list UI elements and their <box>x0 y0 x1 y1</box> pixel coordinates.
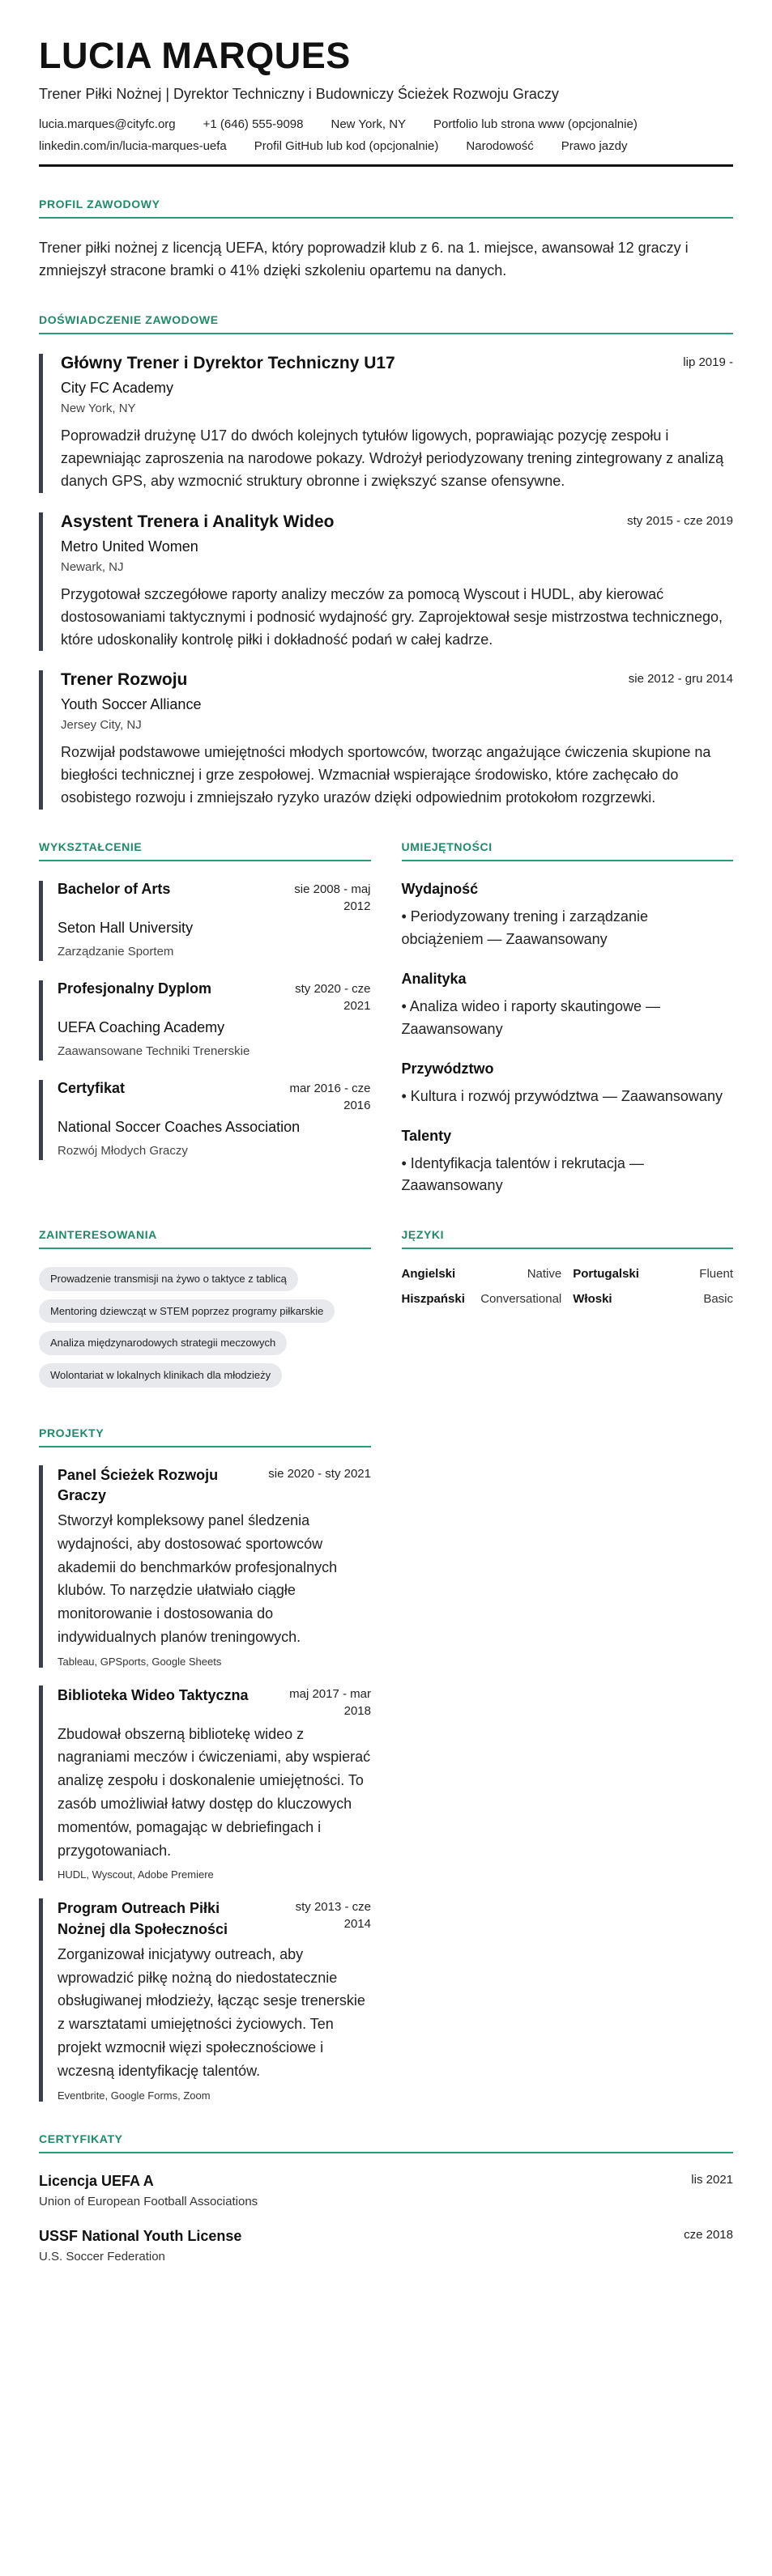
skill-category: Analityka <box>401 970 467 987</box>
interest-tag: Mentoring dziewcząt w STEM poprzez programy piłkarskie <box>39 1299 335 1324</box>
certification-entry <box>39 2173 733 2208</box>
certification-date: cze 2018 <box>684 2227 733 2242</box>
job-date: sie 2012 - gru 2014 <box>628 672 733 687</box>
education-school: National Soccer Coaches Association <box>58 1118 301 1135</box>
project-description: Zbudował obszerną bibliotekę wideo z nagraniami meczów i ćwiczeniami, aby wspierać analizę zespołu i doskonalenie umiejętności. To zasób umożliwiał łatwy dostęp do kluczowych momentów, pomagając w debriefingach i przygotowaniach. <box>58 1725 371 1859</box>
header-divider <box>39 164 733 167</box>
language-level: Fluent <box>699 1267 733 1282</box>
education-field: Rozwój Młodych Graczy <box>58 1144 188 1158</box>
education-school: Seton Hall University <box>58 920 194 937</box>
language-level: Basic <box>703 1292 733 1307</box>
project-entry <box>39 1685 371 1881</box>
certification-name: Licencja UEFA A <box>39 2172 154 2189</box>
language-name: Hiszpański <box>401 1292 465 1307</box>
contact-linkedin[interactable]: linkedin.com/in/lucia-marques-uefa <box>39 138 227 153</box>
job-company: City FC Academy <box>61 380 174 397</box>
certifications-heading: CERTYFIKATY <box>39 2132 733 2153</box>
project-name: Panel Ścieżek Rozwoju Graczy <box>58 1466 219 1503</box>
contact-email[interactable]: lucia.marques@cityfc.org <box>39 117 176 131</box>
contact-driving-license: Prawo jazdy <box>561 138 628 153</box>
job-date: sty 2015 - cze 2019 <box>627 513 733 528</box>
project-date: sie 2020 - sty 2021 <box>268 1466 371 1481</box>
job-date: lip 2019 - <box>683 355 733 370</box>
education-entry <box>39 881 371 961</box>
language-item <box>573 1292 733 1306</box>
language-item <box>402 1292 562 1306</box>
resume-header <box>39 36 733 167</box>
education-skills-row <box>39 840 733 1197</box>
languages-heading: JĘZYKI <box>402 1228 734 1249</box>
education-degree: Profesjonalny Dyplom <box>58 980 212 997</box>
education-date: sty 2020 - cze 2021 <box>295 982 371 1014</box>
education-entry <box>39 1080 371 1160</box>
summary-text: Trener piłki nożnej z licencją UEFA, który poprowadził klub z 6. na 1. miejsce, awansował 12 graczy i zmniejszył stracone bramki o 41% dzięki szkoleniu opartemu na danych. <box>39 239 689 279</box>
interest-tag: Wolontariat w lokalnych klinikach dla młodzieży <box>39 1363 282 1388</box>
projects-heading: PROJEKTY <box>39 1426 371 1447</box>
education-field: Zaawansowane Techniki Trenerskie <box>58 1044 250 1059</box>
job-description: Poprowadził drużynę U17 do dwóch kolejnych tytułów ligowych, poprawiając pozycję zespołu i zapewniając zaproszenia na narodowe pokazy. Wdrożył periodyzowany trening zintegrowany z analizą danych GPS, aby wzmocnić struktury obronne i zwiększyć szanse ofensywne. <box>61 427 724 489</box>
job-company: Metro United Women <box>61 538 198 555</box>
interest-tags <box>39 1267 371 1387</box>
certification-issuer: Union of European Football Associations <box>39 2194 258 2208</box>
certification-issuer: U.S. Soccer Federation <box>39 2249 165 2264</box>
project-description: Zorganizował inicjatywy outreach, aby wprowadzić piłkę nożną do niedostatecznie obsługiwanej młodzieży, łącząc sesje trenerskie z warsztatami umiejętności życiowych. Ten projekt wzmocnił więzi społecznościowe i wczesną identyfikację talentów. <box>58 1945 365 2079</box>
skill-category: Wydajność <box>401 881 479 898</box>
language-level: Conversational <box>480 1292 562 1307</box>
project-entry <box>39 1465 371 1668</box>
skills-heading: UMIEJĘTNOŚCI <box>402 840 734 861</box>
contact-nationality: Narodowość <box>466 138 534 153</box>
contact-info <box>39 117 733 153</box>
project-entry <box>39 1898 371 2101</box>
certifications-section <box>39 2132 733 2264</box>
education-date: mar 2016 - cze 2016 <box>289 1081 371 1112</box>
job-description: Przygotował szczegółowe raporty analizy meczów za pomocą Wyscout i HUDL, aby kierować dostosowaniami taktycznymi i podnosić wydajność gry. Zaprojektował sesje mistrzostwa technicznego, które udoskonaliły kontrolę piłki i dokładność podań w całej kadrze. <box>61 585 723 648</box>
job-title: Asystent Trenera i Analityk Wideo <box>61 512 335 531</box>
contact-phone[interactable]: +1 (646) 555-9098 <box>203 117 304 131</box>
language-item <box>402 1267 562 1281</box>
job-company: Youth Soccer Alliance <box>61 696 202 713</box>
language-grid <box>402 1267 734 1306</box>
skills-section <box>402 840 734 1197</box>
language-level: Native <box>527 1267 562 1282</box>
language-name: Włoski <box>573 1292 612 1307</box>
certification-name: USSF National Youth License <box>39 2227 242 2244</box>
education-degree: Certyfikat <box>58 1079 126 1096</box>
job-entry <box>39 670 733 810</box>
language-name: Angielski <box>401 1267 456 1282</box>
education-section <box>39 840 371 1197</box>
contact-portfolio[interactable]: Portfolio lub strona www (opcjonalnie) <box>433 117 638 131</box>
contact-location: New York, NY <box>331 117 407 131</box>
candidate-name: LUCIA MARQUES <box>39 35 351 76</box>
skill-category: Talenty <box>401 1127 452 1144</box>
project-tech: HUDL, Wyscout, Adobe Premiere <box>58 1868 214 1881</box>
job-location: Jersey City, NJ <box>61 718 142 733</box>
job-title: Trener Rozwoju <box>61 670 188 690</box>
education-school: UEFA Coaching Academy <box>58 1019 225 1036</box>
projects-section <box>39 1426 733 2102</box>
interests-section <box>39 1228 371 1395</box>
languages-section <box>402 1228 734 1395</box>
project-date: maj 2017 - mar 2018 <box>289 1686 371 1718</box>
experience-section <box>39 313 733 810</box>
education-degree: Bachelor of Arts <box>58 881 171 898</box>
education-date: sie 2008 - maj 2012 <box>294 882 371 914</box>
job-entry <box>39 354 733 493</box>
language-item <box>573 1267 733 1281</box>
education-entry <box>39 980 371 1061</box>
job-description: Rozwijał podstawowe umiejętności młodych sportowców, tworząc angażujące ćwiczenia skupione na biegłości technicznej i grze zespołowej. Wzmacniał wspierające środowisko, które zachęcało do osobistego rozwoju i zmniejszało ryzyko urazów dzięki odpowiednim protokołom rozgrzewki. <box>61 744 711 806</box>
candidate-headline: Trener Piłki Nożnej | Dyrektor Techniczny i Budowniczy Ścieżek Rozwoju Graczy <box>39 85 559 102</box>
job-location: Newark, NJ <box>61 559 124 574</box>
education-heading: WYKSZTAŁCENIE <box>39 840 371 861</box>
skill-item: • Periodyzowany trening i zarządzanie obciążeniem — Zaawansowany <box>401 908 648 947</box>
project-tech: Eventbrite, Google Forms, Zoom <box>58 2089 211 2102</box>
interest-tag: Analiza międzynarodowych strategii meczowych <box>39 1331 287 1355</box>
skill-item: • Analiza wideo i raporty skautingowe — Zaawansowany <box>401 997 660 1037</box>
project-tech: Tableau, GPSports, Google Sheets <box>58 1655 222 1668</box>
project-description: Stworzył kompleksowy panel śledzenia wydajności, aby dostosować sportowców akademii do benchmarków profesjonalnych klubów. To narzędzie ułatwiało ciągłe monitorowanie i dostosowania do indywidualnych planów treningowych. <box>58 1511 338 1645</box>
interests-languages-row <box>39 1228 733 1395</box>
job-title: Główny Trener i Dyrektor Techniczny U17 <box>61 354 395 373</box>
job-location: New York, NY <box>61 402 136 416</box>
skill-category: Przywództwo <box>401 1060 494 1077</box>
education-field: Zarządzanie Sportem <box>58 945 174 959</box>
job-entry <box>39 512 733 652</box>
interest-tag: Prowadzenie transmisji na żywo o taktyce z tablicą <box>39 1267 298 1291</box>
certification-entry <box>39 2228 733 2264</box>
project-date: sty 2013 - cze 2014 <box>295 1900 371 1932</box>
language-name: Portugalski <box>573 1267 639 1282</box>
skill-item: • Identyfikacja talentów i rekrutacja — Zaawansowany <box>401 1154 644 1194</box>
interests-heading: ZAINTERESOWANIA <box>39 1228 371 1249</box>
project-name: Biblioteka Wideo Taktyczna <box>58 1686 249 1703</box>
summary-heading: PROFIL ZAWODOWY <box>39 198 733 219</box>
contact-github[interactable]: Profil GitHub lub kod (opcjonalnie) <box>254 138 439 153</box>
summary-section <box>39 198 733 283</box>
skill-item: • Kultura i rozwój przywództwa — Zaawansowany <box>401 1087 723 1104</box>
certification-date: lis 2021 <box>691 2172 733 2187</box>
experience-heading: DOŚWIADCZENIE ZAWODOWE <box>39 313 733 334</box>
project-name: Program Outreach Piłki Nożnej dla Społeczności <box>58 1900 228 1937</box>
